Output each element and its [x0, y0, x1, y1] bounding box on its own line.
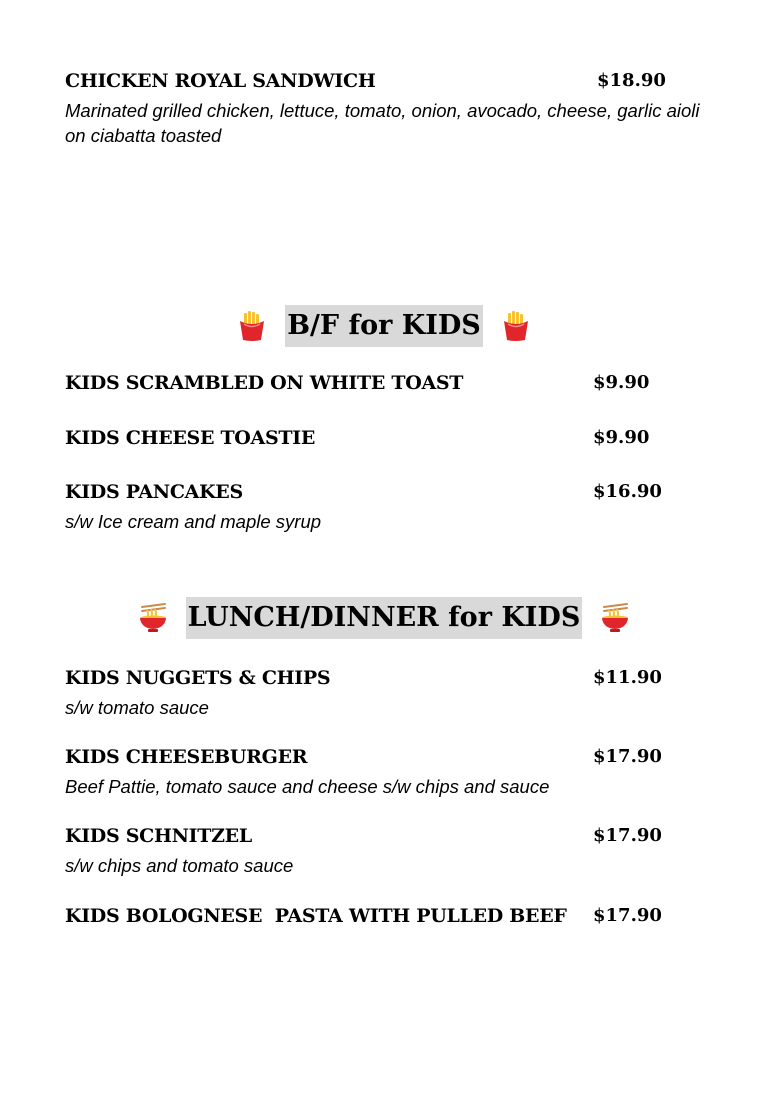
item-price: $9.90	[593, 427, 650, 448]
item-name: KIDS SCRAMBLED ON WHITE TOAST	[65, 372, 464, 394]
noodle-bowl-icon	[138, 602, 168, 634]
item-price: $16.90	[593, 481, 662, 502]
item-description: Beef Pattie, tomato sauce and cheese s/w chips and sauce	[65, 776, 550, 797]
fries-icon	[237, 310, 267, 342]
item-price: $17.90	[593, 905, 662, 926]
item-description: s/w tomato sauce	[65, 697, 209, 718]
item-name: CHICKEN ROYAL SANDWICH	[65, 70, 376, 92]
item-price: $18.90	[597, 70, 666, 91]
section-heading-breakfast	[0, 304, 768, 348]
item-description: s/w chips and tomato sauce	[65, 855, 294, 876]
section-title: B/F for KIDS	[285, 305, 483, 347]
item-name: KIDS PANCAKES	[65, 481, 243, 503]
item-name: KIDS CHEESE TOASTIE	[65, 427, 316, 449]
item-name: KIDS NUGGETS & CHIPS	[65, 667, 331, 689]
noodle-bowl-icon	[600, 602, 630, 634]
item-price: $9.90	[593, 372, 650, 393]
section-title: LUNCH/DINNER for KIDS	[186, 597, 583, 639]
item-price: $17.90	[593, 746, 662, 767]
item-price: $17.90	[593, 825, 662, 846]
item-name: KIDS SCHNITZEL	[65, 825, 252, 847]
item-description: Marinated grilled chicken, lettuce, tomato, onion, avocado, cheese, garlic aioli on ciabatta toasted	[65, 100, 700, 146]
fries-icon	[501, 310, 531, 342]
item-name: KIDS BOLOGNESE PASTA WITH PULLED BEEF	[65, 905, 567, 927]
item-description: s/w Ice cream and maple syrup	[65, 511, 322, 532]
section-heading-lunch-dinner	[0, 596, 768, 640]
item-name: KIDS CHEESEBURGER	[65, 746, 308, 768]
item-price: $11.90	[593, 667, 662, 688]
